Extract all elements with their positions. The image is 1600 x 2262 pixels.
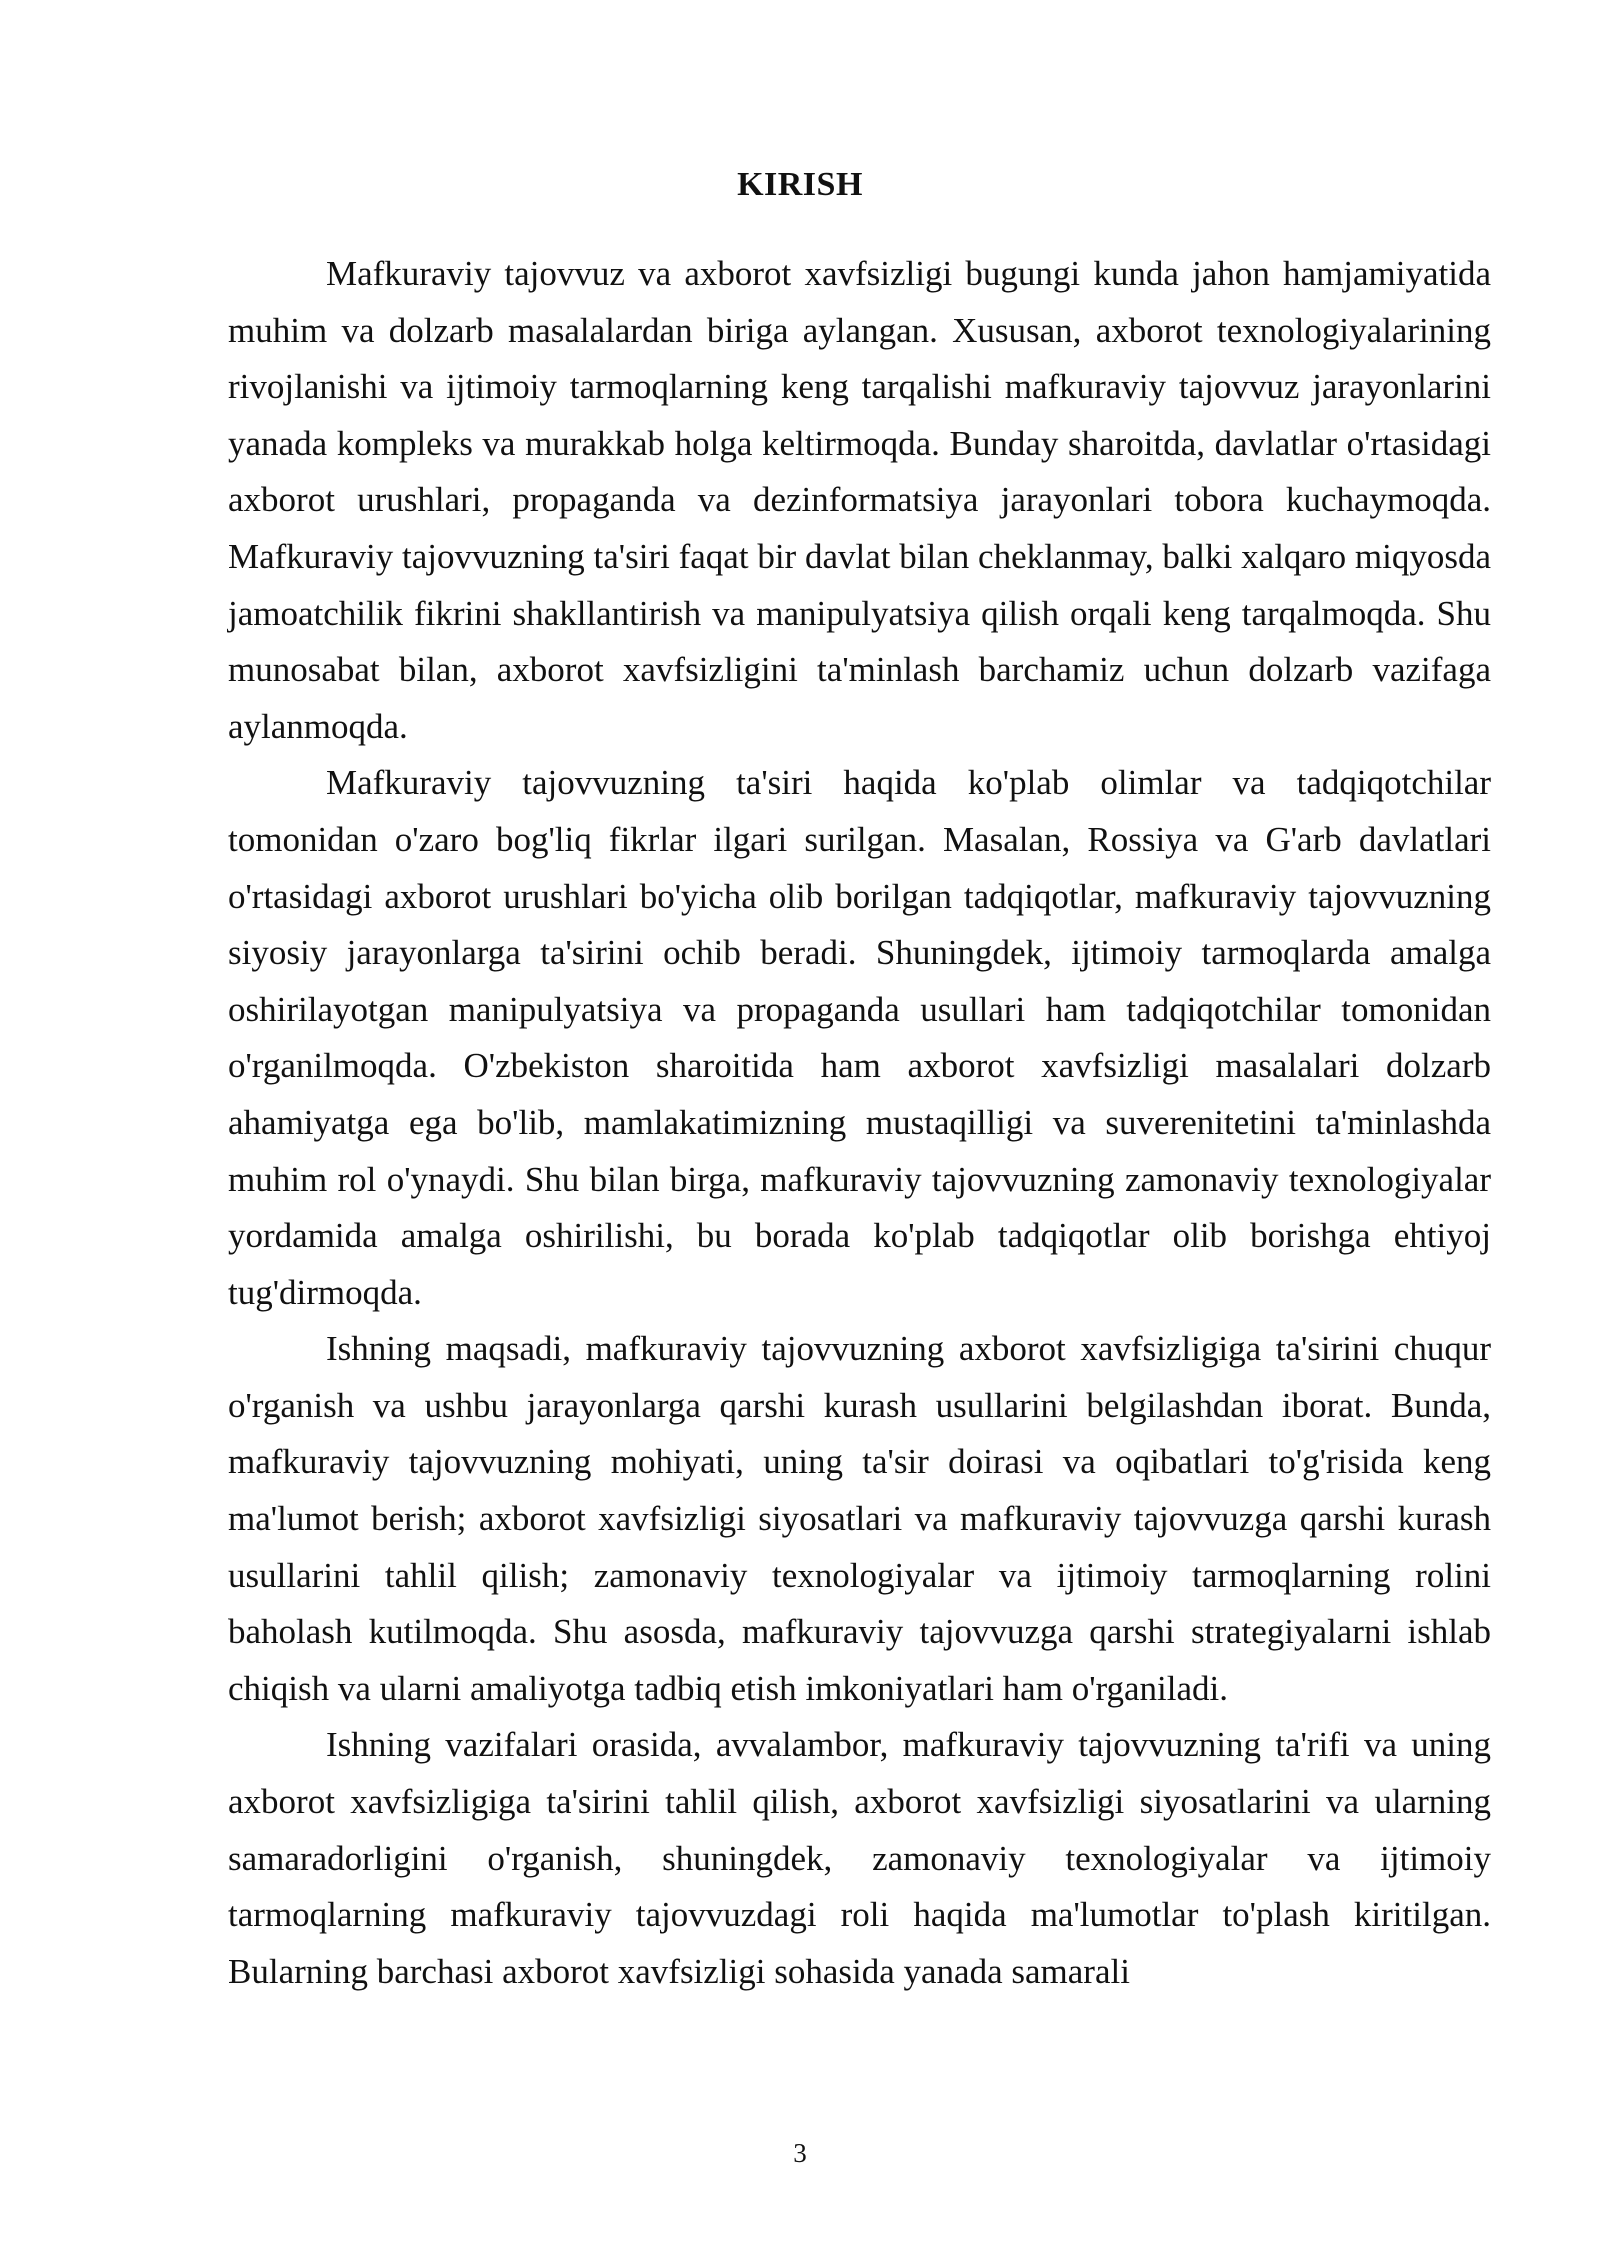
page-title: KIRISH <box>737 166 863 203</box>
paragraph-1: Mafkuraviy tajovvuz va axborot xavfsizligi bugungi kunda jahon hamjamiyatida muhim va dolzarb masalalardan biriga aylangan. Xususan, axborot texnologiyalarining rivojlanishi va ijtimoiy tarmoqlarning keng tarqalishi mafkuraviy tajovvuz jarayonlarini yanada kompleks va murakkab holga keltirmoqda. Bunday sharoitda, davlatlar o'rtasidagi axborot urushlari, propaganda va dezinformatsiya jarayonlari tobora kuchaymoqda. Mafkuraviy tajovvuzning ta'siri faqat bir davlat bilan cheklanmay, balki xalqaro miqyosda jamoatchilik fikrini shakllantirish va manipulyatsiya qilish orqali keng tarqalmoqda. Shu munosabat bilan, axborot xavfsizligini ta'minlash barchamiz uchun dolzarb vazifaga aylanmoqda. <box>228 254 1491 746</box>
paragraph-4: Ishning vazifalari orasida, avvalambor, mafkuraviy tajovvuzning ta'rifi va uning axborot xavfsizligiga ta'sirini tahlil qilish, axborot xavfsizligi siyosatlarini va ularning samaradorligini o'rganish, shuningdek, zamonaviy texnologiyalar va ijtimoiy tarmoqlarning mafkuraviy tajovvuzdagi roli haqida ma'lumotlar to'plash kiritilgan. Bularning barchasi axborot xavfsizligi sohasida yanada samarali <box>228 1725 1491 1991</box>
paragraph-3: Ishning maqsadi, mafkuraviy tajovvuzning axborot xavfsizligiga ta'sirini chuqur o'rganish va ushbu jarayonlarga qarshi kurash usullarini belgilashdan iborat. Bunda, mafkuraviy tajovvuzning mohiyati, uning ta'sir doirasi va oqibatlari to'g'risida keng ma'lumot berish; axborot xavfsizligi siyosatlari va mafkuraviy tajovvuzga qarshi kurash usullarini tahlil qilish; zamonaviy texnologiyalar va ijtimoiy tarmoqlarning rolini baholash kutilmoqda. Shu asosda, mafkuraviy tajovvuzga qarshi strategiyalarni ishlab chiqish va ularni amaliyotga tadbiq etish imkoniyatlari ham o'rganiladi. <box>228 1329 1491 1708</box>
body-text <box>228 246 1491 2000</box>
page-number: 3 <box>793 2138 807 2168</box>
paragraph-2: Mafkuraviy tajovvuzning ta'siri haqida ko'plab olimlar va tadqiqotchilar tomonidan o'zaro bog'liq fikrlar ilgari surilgan. Masalan, Rossiya va G'arb davlatlari o'rtasidagi axborot urushlari bo'yicha olib borilgan tadqiqotlar, mafkuraviy tajovvuzning siyosiy jarayonlarga ta'sirini ochib beradi. Shuningdek, ijtimoiy tarmoqlarda amalga oshirilayotgan manipulyatsiya va propaganda usullari ham tadqiqotchilar tomonidan o'rganilmoqda. O'zbekiston sharoitida ham axborot xavfsizligi masalalari dolzarb ahamiyatga ega bo'lib, mamlakatimizning mustaqilligi va suverenitetini ta'minlashda muhim rol o'ynaydi. Shu bilan birga, mafkuraviy tajovvuzning zamonaviy texnologiyalar yordamida amalga oshirilishi, bu borada ko'plab tadqiqotlar olib borishga ehtiyoj tug'dirmoqda. <box>228 763 1491 1312</box>
